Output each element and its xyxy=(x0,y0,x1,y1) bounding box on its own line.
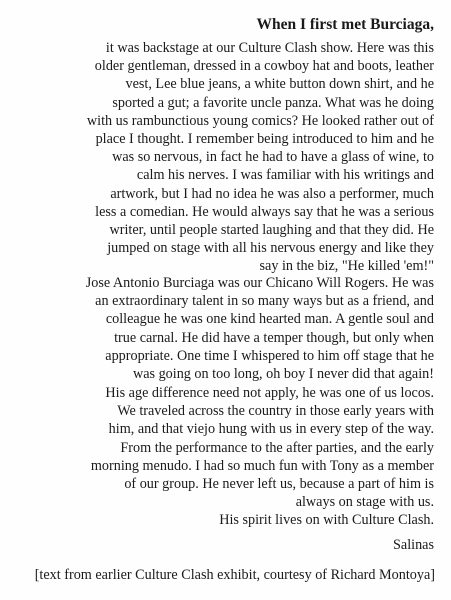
text-line: was so nervous, in fact he had to have a glass of wine, to xyxy=(112,149,434,166)
text-line: From the performance to the after parties, and the early xyxy=(120,439,434,456)
text-line: an extraordinary talent in so many ways but as a friend, and xyxy=(95,293,434,310)
text-line: His spirit lives on with Culture Clash. xyxy=(219,512,434,529)
text-line: His age difference need not apply, he was one of us locos. xyxy=(105,385,434,401)
text-line: appropriate. One time I whispered to him off stage that he xyxy=(105,347,434,364)
text-line: was going on too long, oh boy I never did that again! xyxy=(132,366,434,383)
text-line: with us rambunctious young comics? He looked rather out of xyxy=(86,112,434,129)
text-line: of our group. He never left us, because a part of him is xyxy=(124,476,434,493)
text-line: older gentleman, dressed in a cowboy hat and boots, leather xyxy=(94,58,434,75)
text-line: colleague he was one kind hearted man. A gentle soul and xyxy=(105,311,434,328)
paragraph-2 xyxy=(4,274,434,383)
text-line: jumped on stage with all his nervous energy and like they xyxy=(107,240,434,257)
text-line: true carnal. He did have a temper though, but only when xyxy=(114,329,434,346)
paragraph-3 xyxy=(4,384,434,530)
text-line: sported a gut; a favorite uncle panza. What was he doing xyxy=(112,94,434,111)
text-line: place I thought. I remember being introduced to him and he xyxy=(95,131,434,148)
text-line: morning menudo. I had so much fun with Tony as a member xyxy=(90,457,434,474)
text-line: calm his nerves. I was familiar with his writings and xyxy=(136,167,434,184)
text-line: always on stage with us. xyxy=(295,494,434,511)
document-title: When I first met Burciaga, xyxy=(256,16,434,33)
text-line: We traveled across the country in those early years with xyxy=(117,403,434,420)
text-line: Jose Antonio Burciaga was our Chicano Will Rogers. He was xyxy=(85,275,434,291)
text-line: him, and that viejo hung with us in every step of the way. xyxy=(108,421,434,438)
author-signature: Salinas xyxy=(393,537,434,553)
text-line: artwork, but I had no idea he was also a performer, much xyxy=(110,185,434,202)
paragraph-1 xyxy=(4,39,434,276)
source-credit: [text from earlier Culture Clash exhibit, courtesy of Richard Montoya] xyxy=(34,567,435,583)
text-line: it was backstage at our Culture Clash show. Here was this xyxy=(105,40,434,56)
text-line: say in the biz, "He killed 'em!" xyxy=(259,258,434,275)
text-line: writer, until people started laughing and that they did. He xyxy=(109,222,434,239)
text-line: vest, Lee blue jeans, a white button down shirt, and he xyxy=(125,76,434,93)
text-line: less a comedian. He would always say that he was a serious xyxy=(95,203,434,220)
